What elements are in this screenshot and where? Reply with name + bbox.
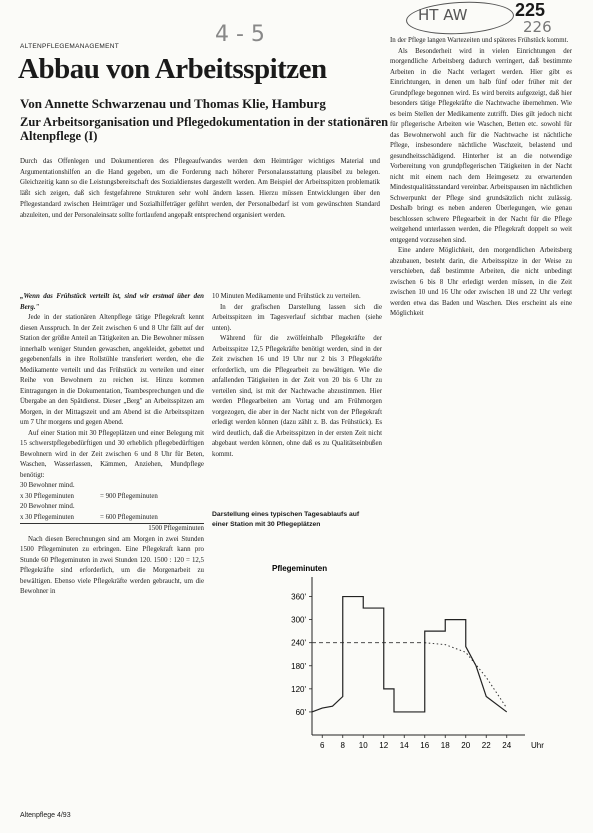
paragraph: 10 Minuten Medikamente und Frühstück zu verteilen. xyxy=(212,293,361,300)
x-tick-label: 22 xyxy=(481,741,491,750)
series-line xyxy=(312,597,507,712)
y-tick-label: 240' xyxy=(291,638,306,648)
x-tick-label: 10 xyxy=(358,741,368,750)
x-tick-label: 12 xyxy=(379,741,389,750)
workload-chart xyxy=(262,555,544,755)
lead-quote: „Wenn das Frühstück verteilt ist, sind wir erstmal über den Berg." xyxy=(20,293,204,311)
x-tick-label: 8 xyxy=(340,741,345,750)
x-axis-label: Uhr xyxy=(531,741,544,750)
calc-row: 20 Bewohner mind. xyxy=(20,503,75,510)
y-tick-label: 360' xyxy=(291,592,306,602)
column-1 xyxy=(20,292,204,598)
calc-row: 30 Bewohner mind. xyxy=(20,482,75,489)
y-tick-label: 180' xyxy=(291,661,306,671)
chart-caption: Darstellung eines typischen Tagesablaufs auf einer Station mit 30 Pflegeplätzen xyxy=(212,511,360,528)
section-kicker: ALTENPFLEGEMANAGEMENT xyxy=(20,43,120,50)
paragraph: In der grafischen Darstellung lassen sich die Arbeitsspitzen im Tagesverlauf sichtbar machen (siehe unten). xyxy=(212,303,382,332)
paragraph: Eine andere Möglichkeit, den morgendlichen Arbeitsberg abzubauen, besteht darin, die Arbeitsspitze in der Weise zu verschieben, daß bestimmte Arbeiten, die nicht unbedingt zwischen 6 bis 8 Uhr erledigt werden müssen, in die Zeit zwischen 10 und 16 Uhr oder zwischen 18 und 22 Uhr verlegt werden etwa das Baden und Waschen. Dies erscheint als eine Möglichkeit xyxy=(390,247,572,317)
paragraph: Jede in der stationären Altenpflege tätige Pflegekraft kennt diesen Ausspruch. In der Zeit zwischen 6 und 8 Uhr fällt auf der Station der größte Anteil an Tätigkeiten an. Die Bewohner müssen innerhalb weniger Stunden gewaschen, angekleidet, gebettet und gegebenenfalls in ihre Rollstühle transferiert werden, ehe die Medikamente verteilt und das Frühstück zu verteilen und einer Reihe von Bewohnern zu reichen ist. Hinzu kommen Eintragungen in die Dokumentation, Teambesprechungen und die Übergabe an den Spätdienst. Dieser „Berg" an Arbeitsspitzen am Morgen, in der Mittagszeit und am Abend ist die Arbeitsspitzen um 7 Uhr morgens und gegen Abend. xyxy=(20,314,204,426)
calculation-table xyxy=(20,481,204,535)
x-tick-label: 6 xyxy=(320,741,325,750)
calc-row: x 30 Pflegeminuten = 600 Pflegeminuten xyxy=(20,513,158,521)
y-tick-label: 60' xyxy=(295,707,306,717)
column-2 xyxy=(212,292,382,460)
calc-total: 1500 Pflegeminuten xyxy=(20,523,204,535)
article-title: Abbau von Arbeitsspitzen xyxy=(18,53,327,85)
paragraph: In der Pflege langen Wartezeiten und späteres Frühstück kommt. xyxy=(390,37,569,44)
x-tick-label: 24 xyxy=(502,741,512,750)
handwritten-note: 4 - 5 xyxy=(215,22,265,47)
x-tick-label: 20 xyxy=(461,741,471,750)
x-tick-label: 18 xyxy=(440,741,450,750)
page-footer: Altenpflege 4/93 xyxy=(20,812,71,819)
y-tick-label: 120' xyxy=(291,684,306,694)
intro-paragraph: Durch das Offenlegen und Dokumentieren des Pflegeaufwandes werden dem Heimträger wichtiges Material und Argumentationshilfen an die Hand gegeben, um die Forderung nach höherer Personalausstattung plausibel zu belegen. Gleichzeitig kann so die Leistungsbereitschaft des Sozialdienstes dargestellt werden. Am Beispiel der Arbeitsspitzen problematik läßt sich zeigen, daß sich festgefahrene Strukturen sehr wohl ändern lassen. Hierzu müssen Entwicklungen über den Pflegestandard zwischen Heimträger und Sozialhilfeträger geführt werden, der Personalbedarf ist vom gewünschten Standard abzuleiten, und der Personaleinsatz sollte fortlaufend angepaßt entsprechend organisiert werden. xyxy=(20,158,380,219)
dotted-curve xyxy=(425,643,507,708)
y-axis-label: Pflegeminuten xyxy=(272,564,328,573)
paragraph: Als Besonderheit wird in vielen Einrichtungen der morgendliche Arbeitsberg dadurch verringert, daß bestimmte Arbeiten in die Nacht verlagert werden. Hier gibt es Einrichtungen, in denen um halb fünf oder früher mit der Grundpflege begonnen wird. Es wird bereits aufgezeigt, daß hier besonders tätige Pflegekräfte die Nachtwache übernehmen. Wie es beim Stellen der Medikamente zutrifft. Dies gilt jedoch nicht für pflegerische Arbeiten wie Waschen, Betten etc. sowohl für das Bewohnerwohl auch für die Nachtwache ist nächtliche Pflege, insbesondere nächtliche Waschzeit, belastend und gesundheitsschädigend. Hinterher ist an die notwendige Vorbereitung von grundpflegerischen Tätigkeiten in der Nacht nicht mit einem nach dem Heimgesetz zu erwartenden Mindestqualitätsstandard vereinbar. Arbeitspausen im nächtlichen Schwerpunkt der Pflege sind grundsätzlich nicht zulässig. Deshalb bringt es neben anderen Überlegungen, wie genau beschlossen schwere Pflegearbeit in der Nacht für die Pflege weitgehend unterlassen werden, die Pflegekraft doppelt so weit entgegend vorzusehen sind. xyxy=(390,47,572,244)
handwritten-circle-text: HT AW xyxy=(418,6,468,24)
subtitle: Zur Arbeitsorganisation und Pflegedokumentation in der stationären Altenpflege (I) xyxy=(20,115,389,143)
authors: Von Annette Schwarzenau und Thomas Klie, Hamburg xyxy=(20,96,326,111)
column-3 xyxy=(390,36,572,320)
paragraph: Während für die zwölfeinhalb Pflegekräfte der Arbeitsspitze 12,5 Pflegekräfte benötigt werden, sind in der Zeit zwischen 16 und 19 Uhr nur 2 bis 3 Pflegekräfte erforderlich, um die Pflegearbeit zu bewältigen. Wie die anfallenden Tätigkeiten in der Zeit von 20 bis 6 Uhr zu verteilen sind, ist mit der Nachtwache abzustimmen. Hier werden Pflegearbeiten am Vortag und am Frühmorgen vorgezogen, die aber in der Nacht nicht von der Pflegekraft erledigt werden können (dazu zählt z. B. das Frühstück). Es wird deutlich, daß die Arbeitsspitzen in der ersten Zeit nicht abgebaut werden können, ohne daß es zu Qualitätseinbußen kommt. xyxy=(212,335,382,458)
x-tick-label: 14 xyxy=(399,741,409,750)
y-tick-label: 300' xyxy=(291,615,306,625)
x-tick-label: 16 xyxy=(420,741,430,750)
handwritten-page-number: 226 xyxy=(523,18,552,36)
calc-row: x 30 Pflegeminuten = 900 Pflegeminuten xyxy=(20,492,158,500)
page-number: 225 xyxy=(515,0,546,20)
paragraph: Auf einer Station mit 30 Pflegeplätzen und einer Belegung mit 15 schwerstpflegebedürftigen und 30 erheblich pflegebedürftigen Bewohnern wird in der Zeit zwischen 6 und 8 Uhr für Beten, Waschen, Wasserlassen, Kämmen, Anziehen, Mundpflege benötigt: xyxy=(20,429,204,479)
paragraph: Nach diesen Berechnungen sind am Morgen in zwei Stunden 1500 Pflegeminuten zu erbringen. Eine Pflegekraft kann pro Stunde 60 Pflegeminuten in zwei Stunden 120. 1500 : 120 = 12,5 Pflegekräfte sind erforderlich, um die Morgenarbeit zu bewältigen. Ebenso viele Pflegekräfte werden gebraucht, um die Bewohner in xyxy=(20,535,204,595)
